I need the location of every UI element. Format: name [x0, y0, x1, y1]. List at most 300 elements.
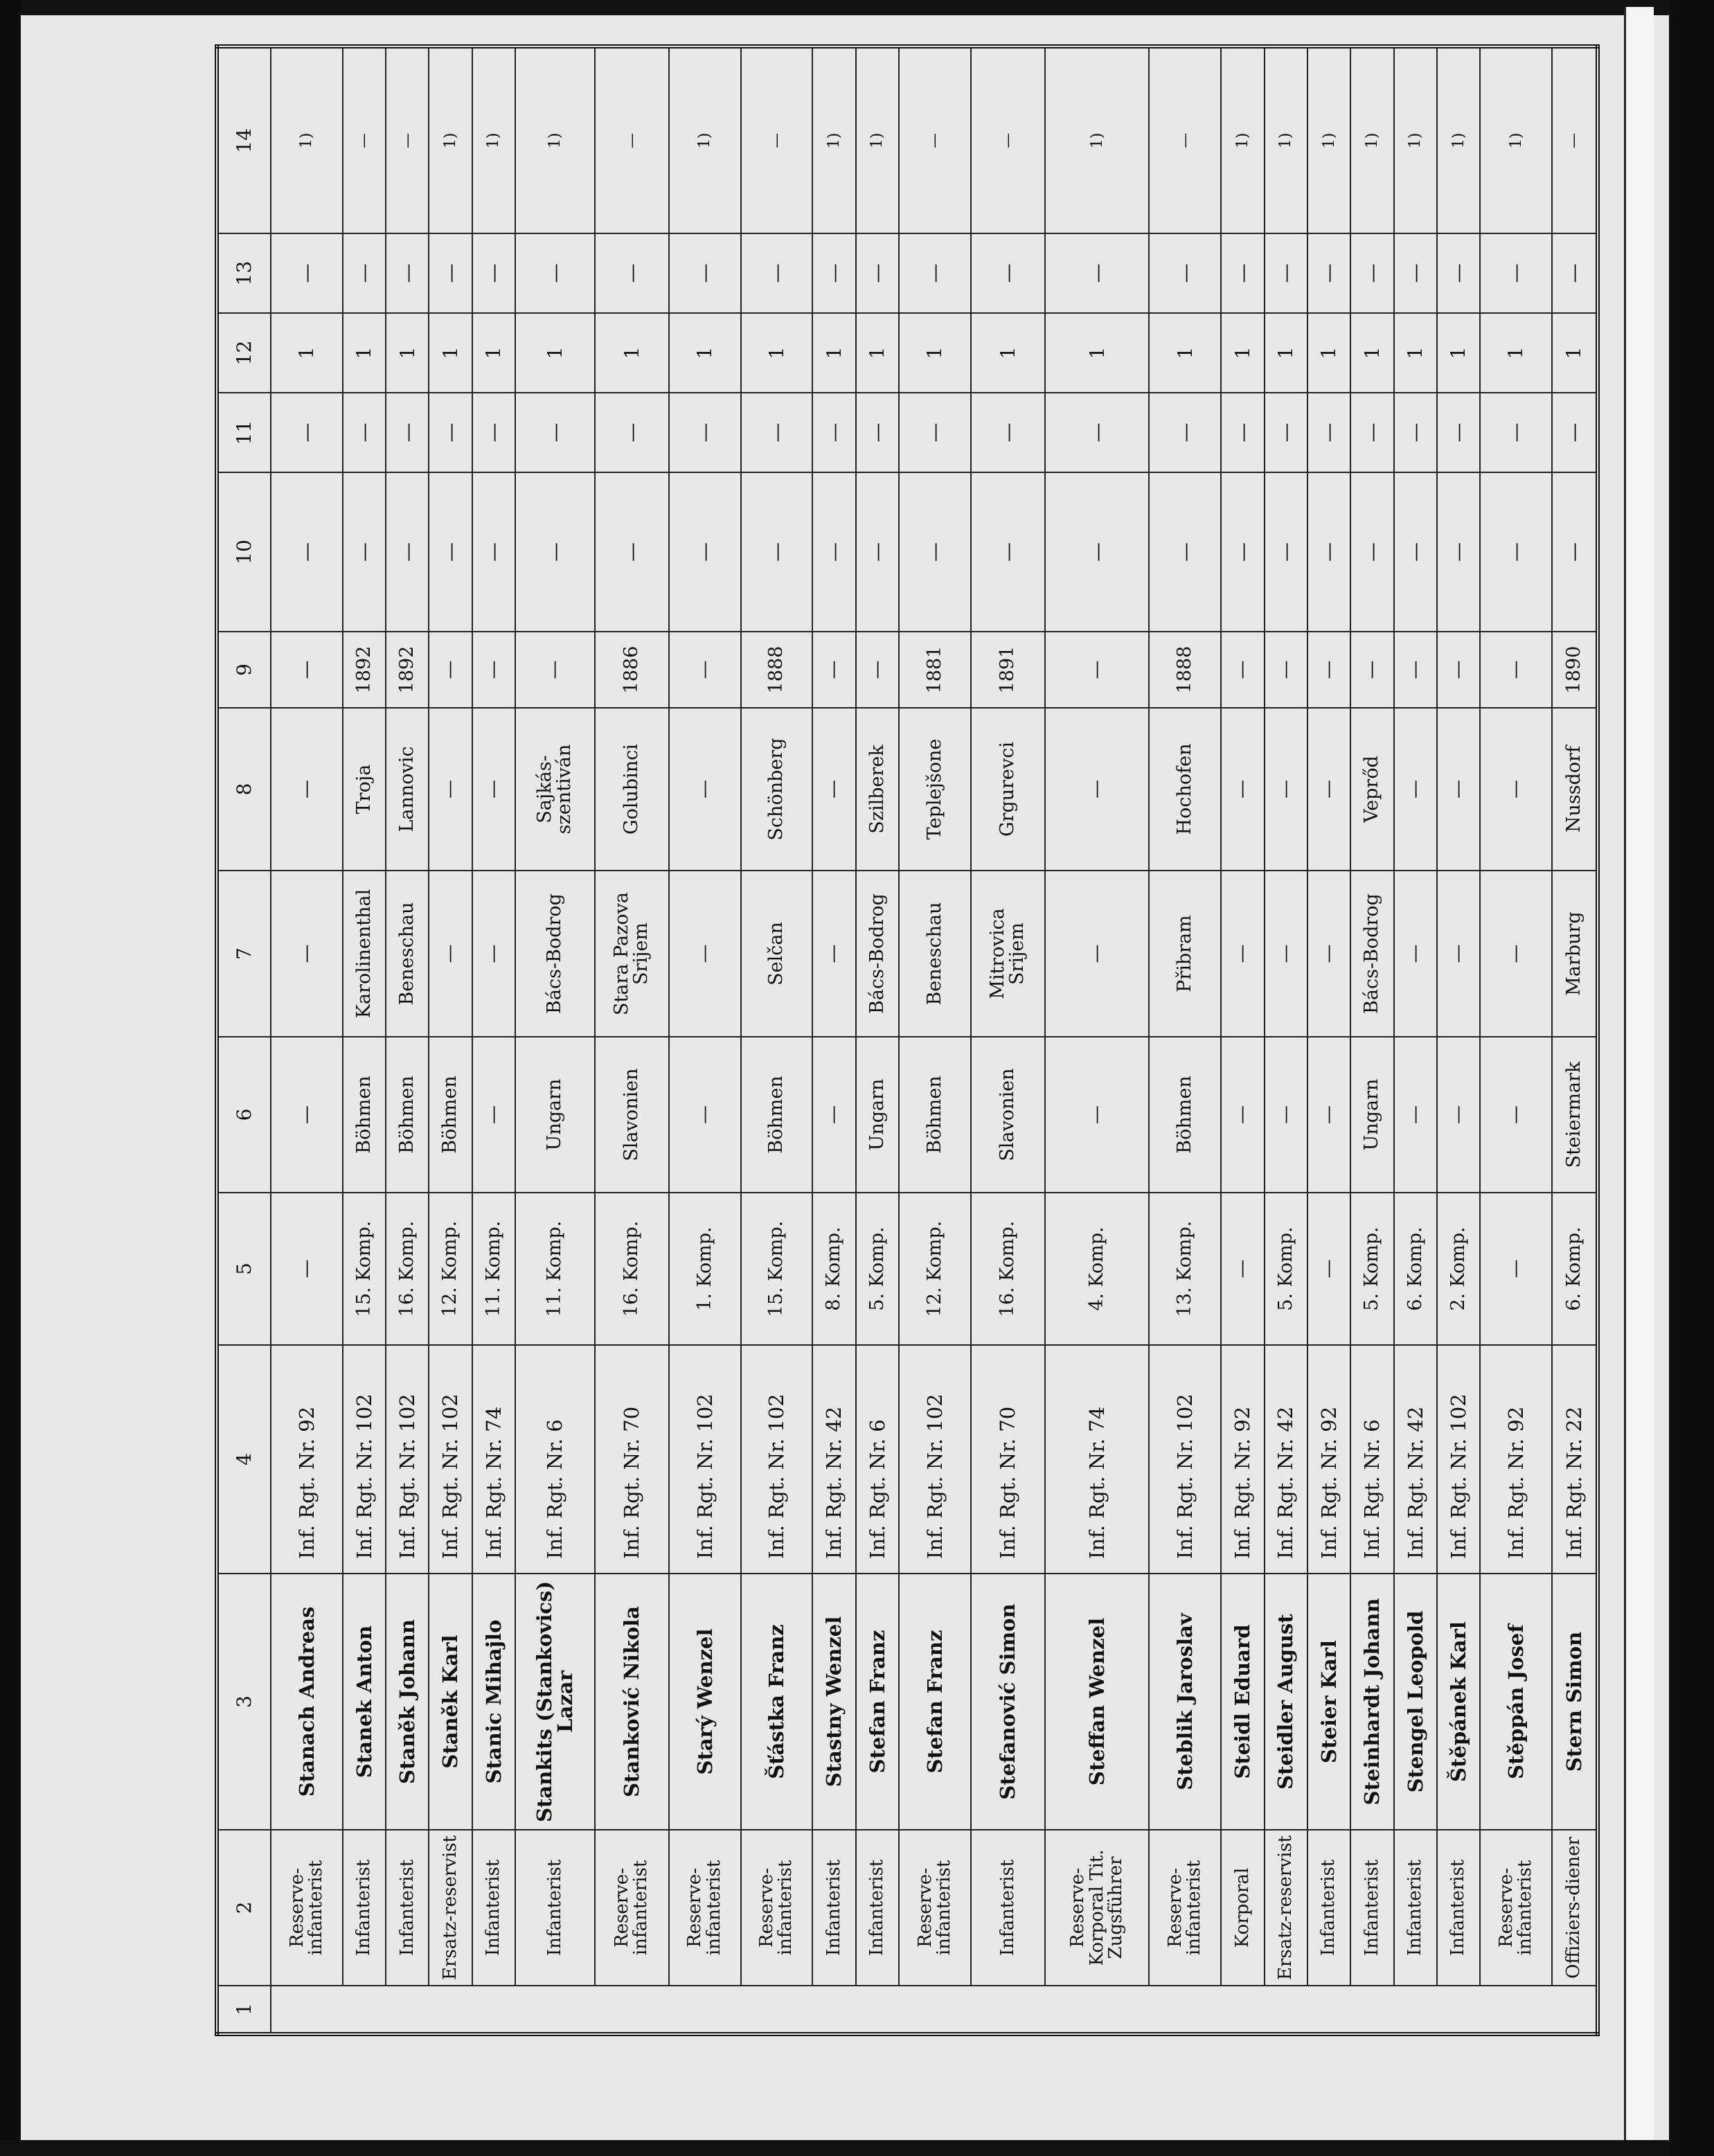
- place-cell: —: [1480, 708, 1552, 871]
- company-cell: 6. Komp.: [1394, 1193, 1437, 1345]
- year-cell: —: [1437, 632, 1480, 708]
- col12-cell: 1: [271, 313, 343, 393]
- note-cell: 1): [1350, 46, 1393, 233]
- rank-cell: Offiziers-diener: [1552, 1830, 1598, 1986]
- col12-cell: 1: [1480, 313, 1552, 393]
- column-number-6: 6: [217, 1037, 271, 1193]
- district-cell: Mitrovica Srijem: [971, 871, 1045, 1037]
- col11-cell: —: [271, 393, 343, 472]
- district-cell: Karolinenthal: [343, 871, 386, 1037]
- rank-cell: Reserve-infanterist: [1149, 1830, 1221, 1986]
- rank-cell: Reserve-infanterist: [1480, 1830, 1552, 1986]
- rank-cell: Infanterist: [515, 1830, 594, 1986]
- index-cell: [1149, 1986, 1221, 2034]
- table-row: [515, 46, 594, 2034]
- col13-cell: —: [343, 233, 386, 313]
- col10-cell: —: [1437, 472, 1480, 632]
- regiment-cell: Inf. Rgt. Nr. 42: [1265, 1345, 1307, 1574]
- district-cell: —: [472, 871, 515, 1037]
- regiment-cell: Inf. Rgt. Nr. 92: [1307, 1345, 1350, 1574]
- col10-cell: —: [271, 472, 343, 632]
- col13-cell: —: [1265, 233, 1307, 313]
- country-cell: Böhmen: [386, 1037, 429, 1193]
- year-cell: 1892: [343, 632, 386, 708]
- rank-cell: Reserve-infanterist: [595, 1830, 669, 1986]
- name-cell: Stankits (Stankovics) Lazar: [515, 1574, 594, 1830]
- note-cell: 1): [429, 46, 472, 233]
- district-cell: —: [429, 871, 472, 1037]
- year-cell: —: [1480, 632, 1552, 708]
- place-cell: —: [1221, 708, 1264, 871]
- register-page: [215, 48, 1600, 2036]
- index-cell: [515, 1986, 594, 2034]
- col13-cell: —: [669, 233, 741, 313]
- name-cell: Stanic Mihajlo: [472, 1574, 515, 1830]
- name-cell: Šťástka Franz: [741, 1574, 813, 1830]
- col13-cell: —: [1480, 233, 1552, 313]
- table-row: [669, 46, 741, 2034]
- country-cell: Slavonien: [971, 1037, 1045, 1193]
- year-cell: —: [856, 632, 899, 708]
- company-cell: 5. Komp.: [856, 1193, 899, 1345]
- country-cell: Steiermark: [1552, 1037, 1598, 1193]
- regiment-cell: Inf. Rgt. Nr. 42: [812, 1345, 855, 1574]
- name-cell: Starý Wenzel: [669, 1574, 741, 1830]
- note-cell: 1): [669, 46, 741, 233]
- col13-cell: —: [856, 233, 899, 313]
- col13-cell: —: [1221, 233, 1264, 313]
- col11-cell: —: [899, 393, 971, 472]
- column-number-row: [217, 46, 271, 2034]
- year-cell: —: [1045, 632, 1149, 708]
- year-cell: —: [472, 632, 515, 708]
- company-cell: 13. Komp.: [1149, 1193, 1221, 1345]
- note-cell: 1): [271, 46, 343, 233]
- index-cell: [386, 1986, 429, 2034]
- name-cell: Staněk Karl: [429, 1574, 472, 1830]
- regiment-cell: Inf. Rgt. Nr. 74: [472, 1345, 515, 1574]
- col13-cell: —: [386, 233, 429, 313]
- year-cell: —: [1307, 632, 1350, 708]
- year-cell: —: [429, 632, 472, 708]
- col11-cell: —: [1350, 393, 1393, 472]
- index-cell: [856, 1986, 899, 2034]
- col10-cell: —: [343, 472, 386, 632]
- company-cell: 16. Komp.: [971, 1193, 1045, 1345]
- col12-cell: 1: [1265, 313, 1307, 393]
- col12-cell: 1: [1394, 313, 1437, 393]
- col12-cell: 1: [1307, 313, 1350, 393]
- col12-cell: 1: [812, 313, 855, 393]
- col13-cell: —: [1437, 233, 1480, 313]
- note-cell: 1): [515, 46, 594, 233]
- col12-cell: 1: [1045, 313, 1149, 393]
- col11-cell: —: [595, 393, 669, 472]
- year-cell: —: [1221, 632, 1264, 708]
- col10-cell: —: [669, 472, 741, 632]
- col12-cell: 1: [386, 313, 429, 393]
- col11-cell: —: [1045, 393, 1149, 472]
- district-cell: —: [1045, 871, 1149, 1037]
- place-cell: —: [669, 708, 741, 871]
- index-cell: [669, 1986, 741, 2034]
- col11-cell: —: [1394, 393, 1437, 472]
- page-edge-strip: [1624, 7, 1654, 2140]
- col12-cell: 1: [1552, 313, 1598, 393]
- district-cell: —: [1437, 871, 1480, 1037]
- regiment-cell: Inf. Rgt. Nr. 42: [1394, 1345, 1437, 1574]
- rank-cell: Infanterist: [1307, 1830, 1350, 1986]
- country-cell: —: [1045, 1037, 1149, 1193]
- place-cell: Troja: [343, 708, 386, 871]
- year-cell: 1890: [1552, 632, 1598, 708]
- note-cell: —: [971, 46, 1045, 233]
- rotated-register-table-wrapper: [215, 48, 1600, 2036]
- col11-cell: —: [741, 393, 813, 472]
- company-cell: 15. Komp.: [741, 1193, 813, 1345]
- col10-cell: —: [741, 472, 813, 632]
- column-number-9: 9: [217, 632, 271, 708]
- year-cell: —: [1350, 632, 1393, 708]
- index-cell: [899, 1986, 971, 2034]
- col13-cell: —: [741, 233, 813, 313]
- col10-cell: —: [1394, 472, 1437, 632]
- rank-cell: Infanterist: [1350, 1830, 1393, 1986]
- country-cell: —: [669, 1037, 741, 1193]
- company-cell: 6. Komp.: [1552, 1193, 1598, 1345]
- register-rows: [271, 46, 1598, 2034]
- district-cell: —: [1265, 871, 1307, 1037]
- place-cell: —: [1437, 708, 1480, 871]
- rank-cell: Ersatz-reservist: [1265, 1830, 1307, 1986]
- column-number-3: 3: [217, 1574, 271, 1830]
- name-cell: Stanach Andreas: [271, 1574, 343, 1830]
- district-cell: Beneschau: [386, 871, 429, 1037]
- rank-cell: Infanterist: [386, 1830, 429, 1986]
- col11-cell: —: [856, 393, 899, 472]
- name-cell: Staněk Johann: [386, 1574, 429, 1830]
- rank-cell: Reserve-infanterist: [899, 1830, 971, 1986]
- note-cell: 1): [856, 46, 899, 233]
- rank-cell: Ersatz-reservist: [429, 1830, 472, 1986]
- col10-cell: —: [1221, 472, 1264, 632]
- col13-cell: —: [595, 233, 669, 313]
- col13-cell: —: [812, 233, 855, 313]
- col13-cell: —: [971, 233, 1045, 313]
- table-row: [1480, 46, 1552, 2034]
- table-row: [971, 46, 1045, 2034]
- col11-cell: —: [812, 393, 855, 472]
- regiment-cell: Inf. Rgt. Nr. 6: [856, 1345, 899, 1574]
- index-cell: [971, 1986, 1045, 2034]
- regiment-cell: Inf. Rgt. Nr. 102: [741, 1345, 813, 1574]
- col11-cell: —: [1221, 393, 1264, 472]
- col12-cell: 1: [1221, 313, 1264, 393]
- place-cell: —: [1265, 708, 1307, 871]
- column-number-2: 2: [217, 1830, 271, 1986]
- place-cell: —: [1394, 708, 1437, 871]
- note-cell: —: [899, 46, 971, 233]
- district-cell: —: [1221, 871, 1264, 1037]
- district-cell: —: [812, 871, 855, 1037]
- year-cell: —: [812, 632, 855, 708]
- col10-cell: —: [899, 472, 971, 632]
- regiment-cell: Inf. Rgt. Nr. 102: [1437, 1345, 1480, 1574]
- note-cell: 1): [1394, 46, 1437, 233]
- company-cell: 4. Komp.: [1045, 1193, 1149, 1345]
- scan-border-left: [0, 0, 21, 2156]
- table-row: [429, 46, 472, 2034]
- country-cell: —: [1480, 1037, 1552, 1193]
- index-cell: [1265, 1986, 1307, 2034]
- name-cell: Steblik Jaroslav: [1149, 1574, 1221, 1830]
- regiment-cell: Inf. Rgt. Nr. 102: [386, 1345, 429, 1574]
- index-cell: [472, 1986, 515, 2034]
- year-cell: 1892: [386, 632, 429, 708]
- name-cell: Steidler August: [1265, 1574, 1307, 1830]
- col12-cell: 1: [515, 313, 594, 393]
- col13-cell: —: [429, 233, 472, 313]
- regiment-cell: Inf. Rgt. Nr. 6: [1350, 1345, 1393, 1574]
- col12-cell: 1: [669, 313, 741, 393]
- column-number-4: 4: [217, 1345, 271, 1574]
- district-cell: Selčan: [741, 871, 813, 1037]
- table-row: [1552, 46, 1598, 2034]
- col13-cell: —: [899, 233, 971, 313]
- col10-cell: —: [429, 472, 472, 632]
- company-cell: 5. Komp.: [1265, 1193, 1307, 1345]
- index-cell: [1307, 1986, 1350, 2034]
- col10-cell: —: [386, 472, 429, 632]
- table-row: [1394, 46, 1437, 2034]
- district-cell: Bács-Bodrog: [1350, 871, 1393, 1037]
- note-cell: 1): [1221, 46, 1264, 233]
- table-row: [343, 46, 386, 2034]
- note-cell: —: [1552, 46, 1598, 233]
- regiment-cell: Inf. Rgt. Nr. 22: [1552, 1345, 1598, 1574]
- column-number-7: 7: [217, 871, 271, 1037]
- col10-cell: —: [1480, 472, 1552, 632]
- regiment-cell: Inf. Rgt. Nr. 92: [1480, 1345, 1552, 1574]
- col10-cell: —: [1350, 472, 1393, 632]
- note-cell: —: [386, 46, 429, 233]
- col13-cell: —: [1307, 233, 1350, 313]
- place-cell: —: [429, 708, 472, 871]
- company-cell: 16. Komp.: [386, 1193, 429, 1345]
- index-cell: [741, 1986, 813, 2034]
- place-cell: Golubinci: [595, 708, 669, 871]
- regiment-cell: Inf. Rgt. Nr. 70: [595, 1345, 669, 1574]
- column-number-1: 1: [217, 1986, 271, 2034]
- index-cell: [1350, 1986, 1393, 2034]
- note-cell: 1): [1045, 46, 1149, 233]
- table-row: [1149, 46, 1221, 2034]
- company-cell: 11. Komp.: [472, 1193, 515, 1345]
- col11-cell: —: [472, 393, 515, 472]
- place-cell: Veprőd: [1350, 708, 1393, 871]
- table-row: [856, 46, 899, 2034]
- company-cell: 8. Komp.: [812, 1193, 855, 1345]
- table-row: [1045, 46, 1149, 2034]
- country-cell: Slavonien: [595, 1037, 669, 1193]
- place-cell: Schönberg: [741, 708, 813, 871]
- note-cell: 1): [1307, 46, 1350, 233]
- column-number-13: 13: [217, 233, 271, 313]
- index-cell: [1045, 1986, 1149, 2034]
- col11-cell: —: [1437, 393, 1480, 472]
- col13-cell: —: [271, 233, 343, 313]
- table-row: [1437, 46, 1480, 2034]
- place-cell: —: [812, 708, 855, 871]
- index-cell: [595, 1986, 669, 2034]
- note-cell: 1): [1480, 46, 1552, 233]
- col13-cell: —: [472, 233, 515, 313]
- company-cell: 16. Komp.: [595, 1193, 669, 1345]
- district-cell: Marburg: [1552, 871, 1598, 1037]
- year-cell: —: [1265, 632, 1307, 708]
- name-cell: Stanković Nikola: [595, 1574, 669, 1830]
- place-cell: Sajkás-szentiván: [515, 708, 594, 871]
- company-cell: —: [271, 1193, 343, 1345]
- table-row: [741, 46, 813, 2034]
- note-cell: 1): [812, 46, 855, 233]
- country-cell: —: [1394, 1037, 1437, 1193]
- col10-cell: —: [1307, 472, 1350, 632]
- index-cell: [343, 1986, 386, 2034]
- scan-border-right: [1669, 0, 1714, 2156]
- table-row: [812, 46, 855, 2034]
- country-cell: —: [1307, 1037, 1350, 1193]
- col10-cell: —: [856, 472, 899, 632]
- col11-cell: —: [386, 393, 429, 472]
- col10-cell: —: [971, 472, 1045, 632]
- year-cell: —: [669, 632, 741, 708]
- rank-cell: Reserve-Korporal Tit. Zugsführer: [1045, 1830, 1149, 1986]
- table-row: [1307, 46, 1350, 2034]
- index-cell: [1437, 1986, 1480, 2034]
- name-cell: Štěpánek Karl: [1437, 1574, 1480, 1830]
- scan-border-bottom: [0, 2140, 1714, 2156]
- regiment-cell: Inf. Rgt. Nr. 102: [343, 1345, 386, 1574]
- note-cell: —: [343, 46, 386, 233]
- name-cell: Steinhardt Johann: [1350, 1574, 1393, 1830]
- rank-cell: Reserve-infanterist: [669, 1830, 741, 1986]
- scan-border-top: [0, 0, 1714, 15]
- column-number-11: 11: [217, 393, 271, 472]
- col10-cell: —: [1265, 472, 1307, 632]
- col13-cell: —: [1045, 233, 1149, 313]
- district-cell: —: [1307, 871, 1350, 1037]
- table-row: [271, 46, 343, 2034]
- table-row: [595, 46, 669, 2034]
- district-cell: —: [1480, 871, 1552, 1037]
- col11-cell: —: [1149, 393, 1221, 472]
- name-cell: Stefan Franz: [899, 1574, 971, 1830]
- place-cell: Grgurevci: [971, 708, 1045, 871]
- country-cell: Böhmen: [741, 1037, 813, 1193]
- index-cell: [1480, 1986, 1552, 2034]
- regiment-cell: Inf. Rgt. Nr. 92: [271, 1345, 343, 1574]
- column-number-5: 5: [217, 1193, 271, 1345]
- table-row: [472, 46, 515, 2034]
- col10-cell: —: [812, 472, 855, 632]
- name-cell: Stastny Wenzel: [812, 1574, 855, 1830]
- col11-cell: —: [1552, 393, 1598, 472]
- col12-cell: 1: [1149, 313, 1221, 393]
- year-cell: 1888: [1149, 632, 1221, 708]
- district-cell: Stara Pazova Srijem: [595, 871, 669, 1037]
- index-cell: [429, 1986, 472, 2034]
- note-cell: 1): [472, 46, 515, 233]
- country-cell: —: [472, 1037, 515, 1193]
- index-cell: [1221, 1986, 1264, 2034]
- regiment-cell: Inf. Rgt. Nr. 70: [971, 1345, 1045, 1574]
- rank-cell: Infanterist: [1437, 1830, 1480, 1986]
- country-cell: —: [1265, 1037, 1307, 1193]
- company-cell: 1. Komp.: [669, 1193, 741, 1345]
- note-cell: —: [595, 46, 669, 233]
- col11-cell: —: [343, 393, 386, 472]
- column-number-10: 10: [217, 472, 271, 632]
- col12-cell: 1: [856, 313, 899, 393]
- col10-cell: —: [515, 472, 594, 632]
- col10-cell: —: [472, 472, 515, 632]
- district-cell: —: [271, 871, 343, 1037]
- regiment-cell: Inf. Rgt. Nr. 102: [1149, 1345, 1221, 1574]
- col12-cell: 1: [971, 313, 1045, 393]
- place-cell: Nussdorf: [1552, 708, 1598, 871]
- col12-cell: 1: [1350, 313, 1393, 393]
- col13-cell: —: [1149, 233, 1221, 313]
- company-cell: 11. Komp.: [515, 1193, 594, 1345]
- district-cell: —: [669, 871, 741, 1037]
- col11-cell: —: [1480, 393, 1552, 472]
- name-cell: Stanek Anton: [343, 1574, 386, 1830]
- year-cell: —: [1394, 632, 1437, 708]
- country-cell: Böhmen: [343, 1037, 386, 1193]
- note-cell: —: [741, 46, 813, 233]
- col12-cell: 1: [429, 313, 472, 393]
- district-cell: Přibram: [1149, 871, 1221, 1037]
- note-cell: 1): [1265, 46, 1307, 233]
- country-cell: Böhmen: [1149, 1037, 1221, 1193]
- col12-cell: 1: [899, 313, 971, 393]
- col11-cell: —: [515, 393, 594, 472]
- country-cell: —: [1437, 1037, 1480, 1193]
- district-cell: Beneschau: [899, 871, 971, 1037]
- regiment-cell: Inf. Rgt. Nr. 102: [669, 1345, 741, 1574]
- col12-cell: 1: [595, 313, 669, 393]
- name-cell: Stefan Franz: [856, 1574, 899, 1830]
- place-cell: Szilberek: [856, 708, 899, 871]
- regiment-cell: Inf. Rgt. Nr. 92: [1221, 1345, 1264, 1574]
- col13-cell: —: [515, 233, 594, 313]
- year-cell: —: [515, 632, 594, 708]
- country-cell: Ungarn: [515, 1037, 594, 1193]
- year-cell: 1886: [595, 632, 669, 708]
- country-cell: —: [812, 1037, 855, 1193]
- col10-cell: —: [1149, 472, 1221, 632]
- company-cell: 5. Komp.: [1350, 1193, 1393, 1345]
- place-cell: Lannovic: [386, 708, 429, 871]
- company-cell: —: [1221, 1193, 1264, 1345]
- district-cell: Bács-Bodrog: [515, 871, 594, 1037]
- country-cell: —: [1221, 1037, 1264, 1193]
- company-cell: —: [1480, 1193, 1552, 1345]
- col13-cell: —: [1552, 233, 1598, 313]
- company-cell: —: [1307, 1193, 1350, 1345]
- column-number-8: 8: [217, 708, 271, 871]
